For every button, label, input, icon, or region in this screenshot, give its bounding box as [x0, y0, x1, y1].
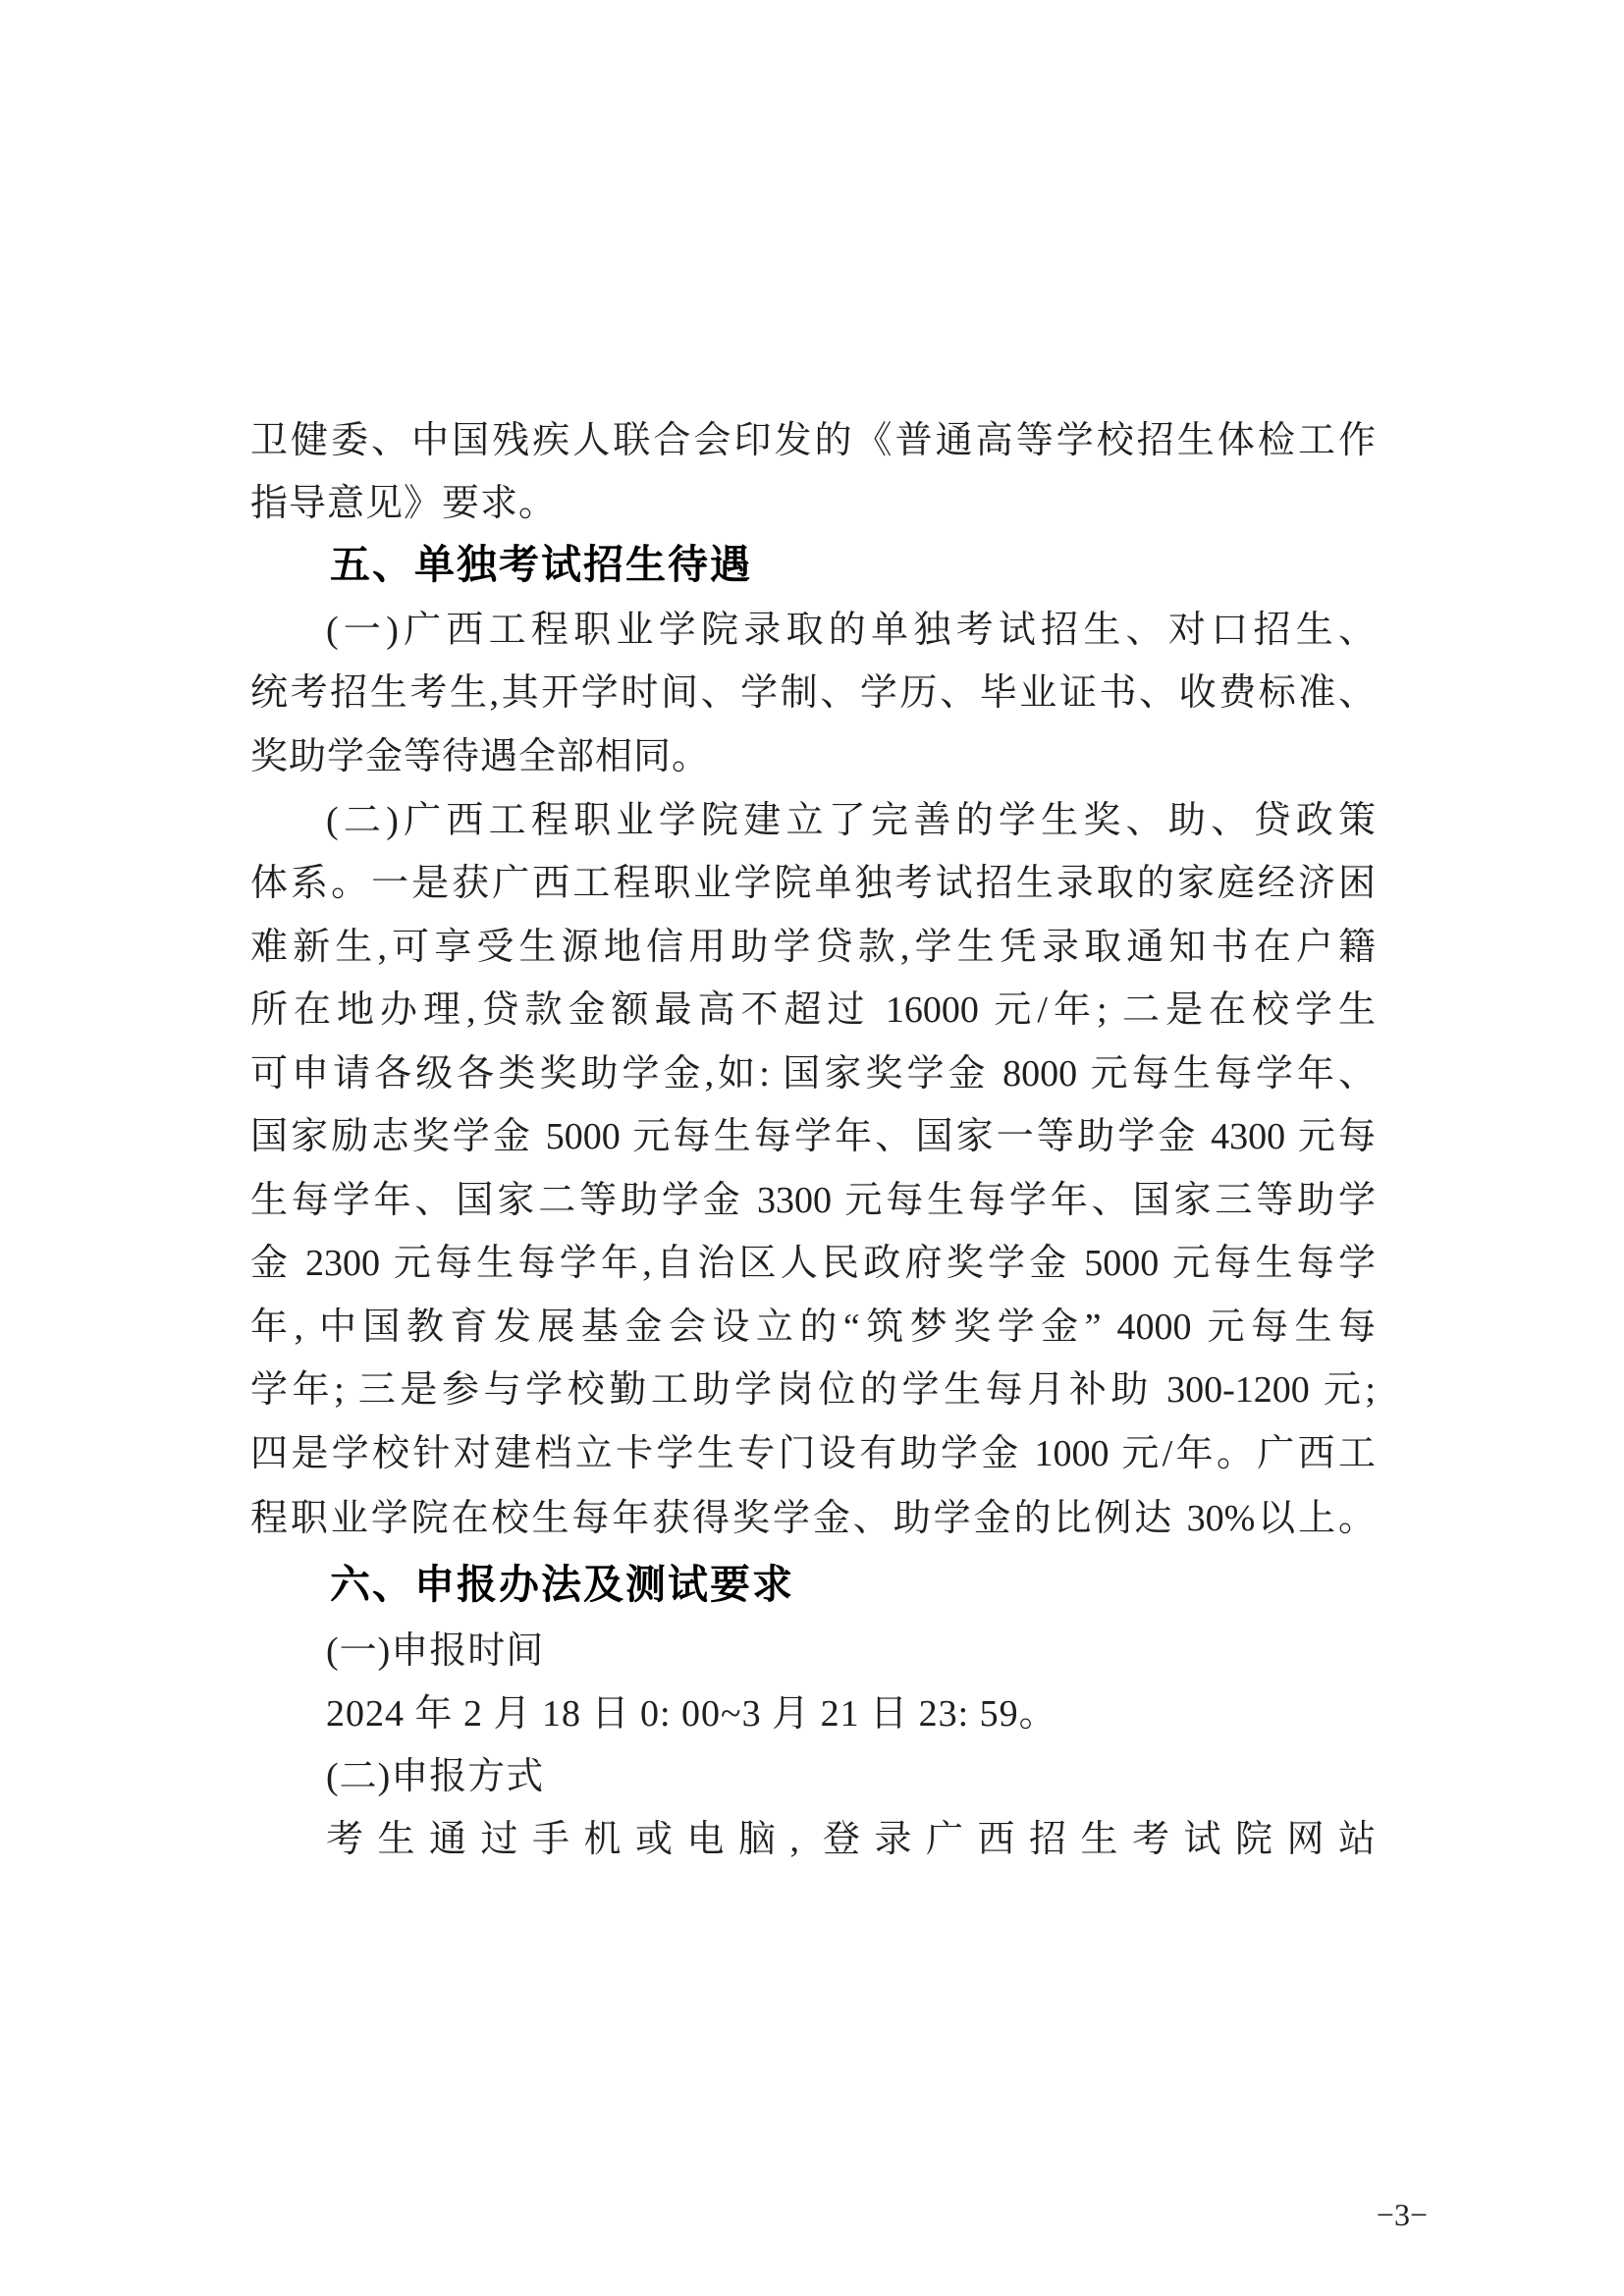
document-line: 学年; 三是参与学校勤工助学岗位的学生每月补助 300-1200 元;: [250, 1369, 1376, 1411]
document-line: 国家励志奖学金 5000 元每生每学年、国家一等助学金 4300 元每: [250, 1116, 1376, 1157]
document-line: 体系。一是获广西工程职业学院单独考试招生录取的家庭经济困: [250, 863, 1376, 904]
document-line: 四是学校针对建档立卡学生专门设有助学金 1000 元/年。广西工: [250, 1433, 1376, 1474]
document-line: 难新生,可享受生源地信用助学贷款,学生凭录取通知书在户籍: [250, 927, 1376, 968]
document-line: 2024 年 2 月 18 日 0: 00~3 月 21 日 23: 59。: [326, 1693, 1057, 1735]
document-line: 所在地办理,贷款金额最高不超过 16000 元/年; 二是在校学生: [250, 989, 1376, 1031]
section-heading-5: 五、单独考试招生待遇: [330, 542, 752, 587]
page-number: −3−: [1376, 2197, 1428, 2232]
document-line: 奖助学金等待遇全部相同。: [250, 736, 711, 777]
document-line: 指导意见》要求。: [250, 483, 558, 524]
document-line: 卫健委、中国残疾人联合会印发的《普通高等学校招生体检工作: [250, 420, 1376, 461]
document-line: (一)广西工程职业学院录取的单独考试招生、对口招生、: [326, 610, 1376, 651]
document-line: 程职业学院在校生每年获得奖学金、助学金的比例达 30%以上。: [250, 1498, 1376, 1539]
document-line: 统考招生考生,其开学时间、学制、学历、毕业证书、收费标准、: [250, 672, 1376, 714]
document-line: 年, 中国教育发展基金会设立的“筑梦奖学金” 4000 元每生每: [250, 1307, 1376, 1348]
document-line: 金 2300 元每生每学年,自治区人民政府奖学金 5000 元每生每学: [250, 1243, 1376, 1284]
document-line: (二)广西工程职业学院建立了完善的学生奖、助、贷政策: [326, 800, 1376, 841]
document-line: 可申请各级各类奖助学金,如: 国家奖学金 8000 元每生每学年、: [250, 1053, 1376, 1095]
document-line: (二)申报方式: [326, 1756, 545, 1797]
document-line: (一)申报时间: [326, 1630, 545, 1672]
document-line: 生每学年、国家二等助学金 3300 元每生每学年、国家三等助学: [250, 1180, 1376, 1221]
document-line: 考生通过手机或电脑, 登录广西招生考试院网站: [326, 1819, 1376, 1860]
section-heading-6: 六、申报办法及测试要求: [330, 1562, 794, 1607]
